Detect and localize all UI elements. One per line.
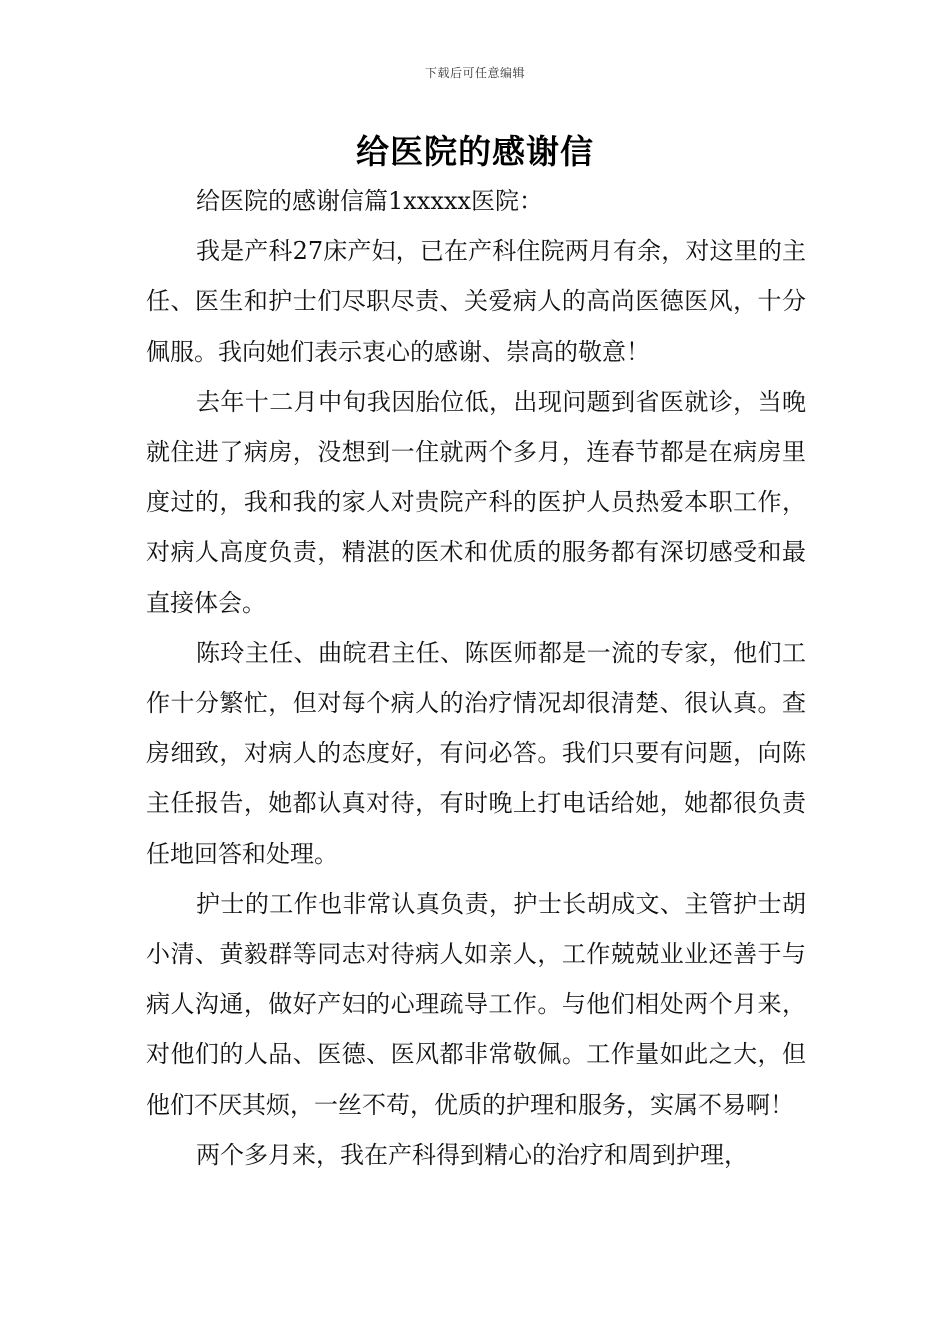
body-paragraph: 护士的工作也非常认真负责，护士长胡成文、主管护士胡小清、黄毅群等同志对待病人如亲人，工作兢兢业业还善于与病人沟通，做好产妇的心理疏导工作。与他们相处两个月来，对他们的人品、医德、医风都非常敬佩。工作量如此之大，但他们不厌其烦，一丝不苟，优质的护理和服务，实属不易啊！ — [146, 889, 806, 1119]
body-paragraph: 去年十二月中旬我因胎位低，出现问题到省医就诊，当晚就住进了病房，没想到一住就两个多月，连春节都是在病房里度过的，我和我的家人对贵院产科的医护人员热爱本职工作，对病人高度负责，精湛的医术和优质的服务都有深切感受和最直接体会。 — [146, 387, 806, 617]
salutation-paragraph: 给医院的感谢信篇1xxxxx医院： — [196, 187, 543, 215]
body-paragraph: 两个多月来，我在产科得到精心的治疗和周到护理， — [196, 1140, 748, 1169]
letter-body — [146, 176, 806, 1180]
document-title: 给医院的感谢信 — [356, 132, 594, 171]
body-paragraph: 陈玲主任、曲皖君主任、陈医师都是一流的专家，他们工作十分繁忙，但对每个病人的治疗情况却很清楚、很认真。查房细致，对病人的态度好，有问必答。我们只要有问题，向陈主任报告，她都认真对待，有时晚上打电话给她，她都很负责任地回答和处理。 — [146, 638, 806, 868]
body-paragraph: 我是产科27床产妇，已在产科住院两月有余，对这里的主任、医生和护士们尽职尽责、关爱病人的高尚医德医风，十分佩服。我向她们表示衷心的感谢、崇高的敬意！ — [146, 237, 806, 366]
header-note: 下载后可任意编辑 — [424, 66, 525, 80]
